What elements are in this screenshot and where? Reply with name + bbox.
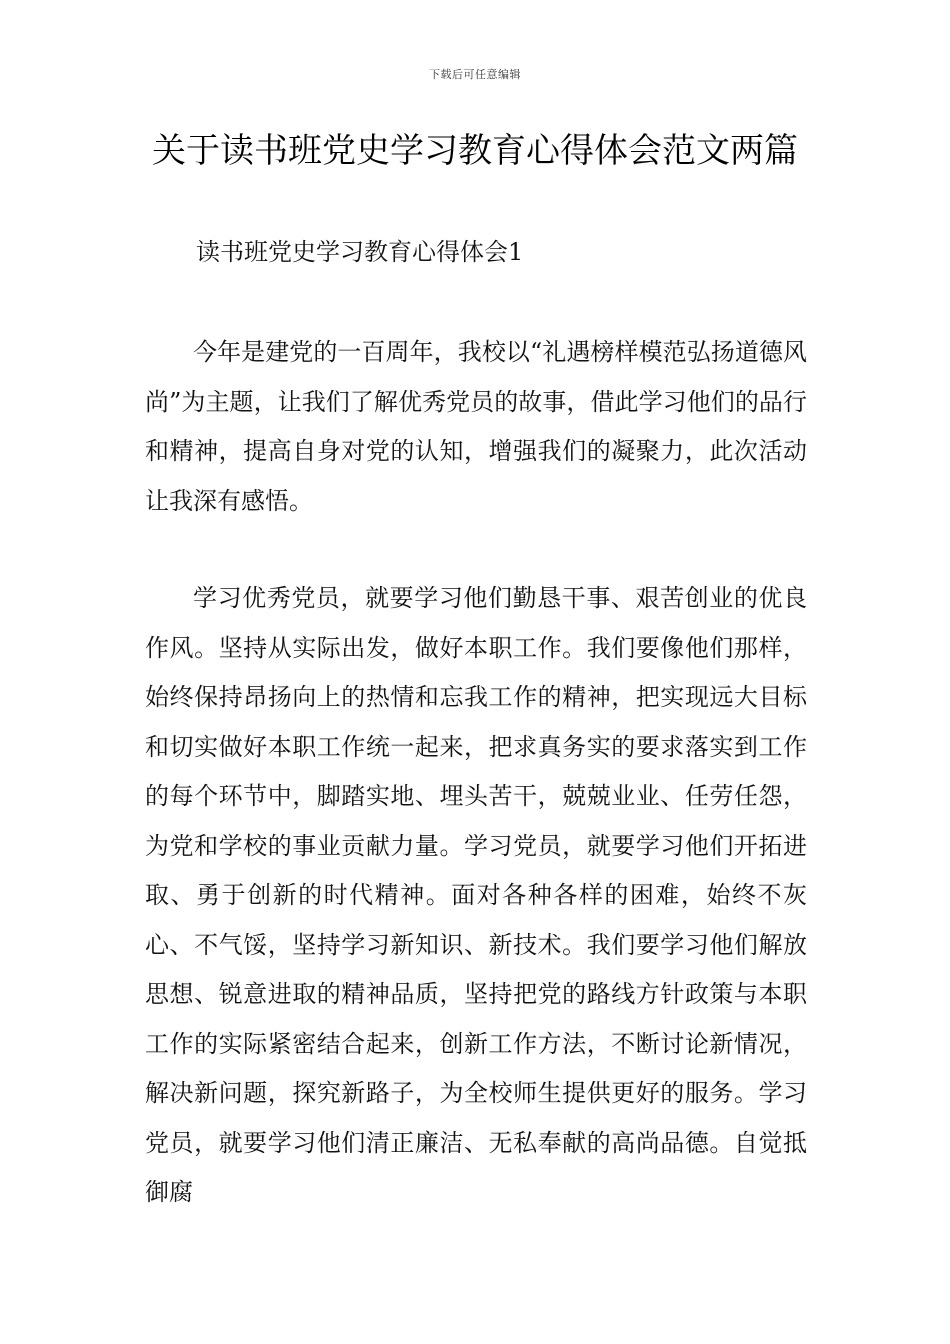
download-note: 下载后可任意编辑 <box>429 68 521 81</box>
section-heading: 读书班党史学习教育心得体会1 <box>196 238 524 266</box>
document-title: 关于读书班党史学习教育心得体会范文两篇 <box>152 131 798 171</box>
body-paragraph-1: 今年是建党的一百周年，我校以“礼遇榜样模范弘扬道德风尚”为主题，让我们了解优秀党员的故事，借此学习他们的品行和精神，提高自身对党的认知，增强我们的凝聚力，此次活动让我深有感悟。 <box>145 338 807 515</box>
body-paragraph-2: 学习优秀党员，就要学习他们勤恳干事、艰苦创业的优良作风。坚持从实际出发，做好本职工作。我们要像他们那样，始终保持昂扬向上的热情和忘我工作的精神，把实现远大目标和切实做好本职工作统一起来，把求真务实的要求落实到工作的每个环节中，脚踏实地、埋头苦干，兢兢业业、任劳任怨，为党和学校的事业贡献力量。学习党员，就要学习他们开拓进取、勇于创新的时代精神。面对各种各样的困难，始终不灰心、不气馁，坚持学习新知识、新技术。我们要学习他们解放思想、锐意进取的精神品质，坚持把党的路线方针政策与本职工作的实际紧密结合起来，创新工作方法，不断讨论新情况，解决新问题，探究新路子，为全校师生提供更好的服务。学习党员，就要学习他们清正廉洁、无私奉献的高尚品德。自觉抵御腐 <box>145 584 807 1206</box>
